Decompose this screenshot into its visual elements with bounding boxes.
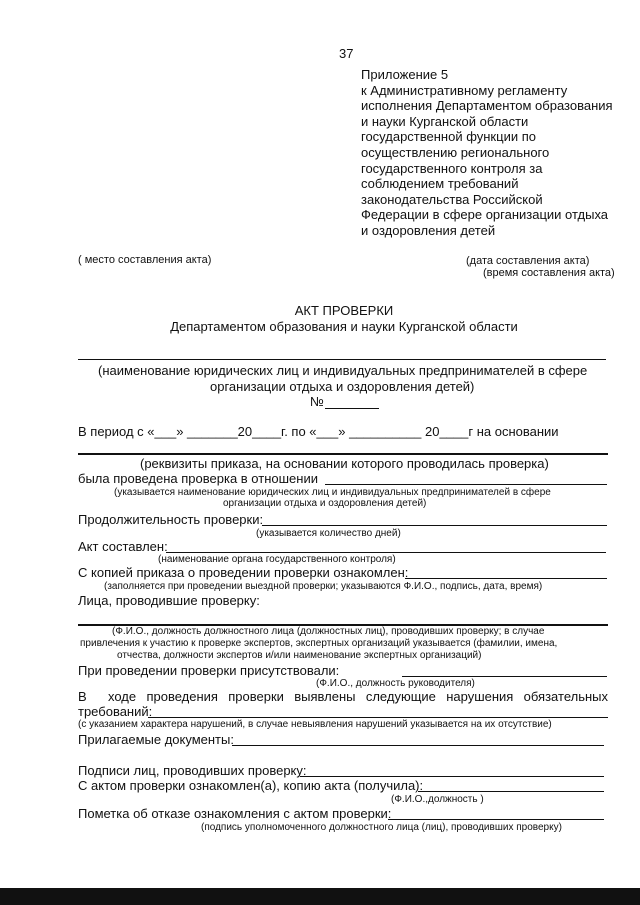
entities-note-1: (наименование юридических лиц и индивидуальных предпринимателей в сфере: [98, 363, 588, 378]
appendix-line: соблюдением требований: [361, 176, 519, 192]
duration-note: (указывается количество дней): [256, 528, 401, 539]
present-field-line: [402, 676, 607, 677]
appendix-line: Приложение 5: [361, 67, 449, 82]
appendix-block: [361, 67, 613, 239]
entities-note-2: организации отдыха и оздоровления детей): [210, 379, 475, 394]
period-line: В период с «___» _______20____г. по «___» __________ 20____г на основании: [78, 424, 559, 439]
appendix-line: осуществлению регионального: [361, 144, 550, 160]
inspectors-label: Лица, проводившие проверку:: [78, 593, 260, 608]
order-copy-field-line: [405, 578, 607, 579]
time-label: (время составления акта): [483, 267, 615, 279]
compiled-note: (наименование органа государственного контроля): [158, 554, 396, 565]
inspected-label: была проведена проверка в отношении: [78, 471, 318, 486]
refusal-field-line: [388, 819, 604, 820]
act-title: АКТ ПРОВЕРКИ: [294, 303, 394, 318]
place-label: ( место составления акта): [78, 254, 212, 266]
appendix-line: государственного контроля за: [361, 160, 543, 176]
inspected-note-1: (указывается наименование юридических лиц и индивидуальных предпринимателей в сфере: [114, 487, 551, 498]
attached-label: Прилагаемые документы:: [78, 732, 234, 747]
inspectors-note-3: отчества, должности экспертов и/или наименование экспертных организаций): [117, 650, 482, 661]
compiled-field-line: [166, 552, 606, 553]
appendix-line: исполнения Департаментом образования: [361, 98, 613, 114]
duration-label: Продолжительность проверки:: [78, 512, 264, 527]
refusal-note: (подпись уполномоченного должностного лица (лиц), проводивших проверку): [201, 822, 562, 833]
signatures-label: Подписи лиц, проводивших проверку:: [78, 763, 307, 778]
number-label: №: [310, 394, 324, 409]
acquainted-label: С актом проверки ознакомлен(а), копию акта (получила):: [78, 778, 424, 793]
present-note: (Ф.И.О., должность руководителя): [316, 678, 475, 689]
entities-line: [78, 359, 606, 360]
appendix-line: законодательства Российской: [361, 191, 543, 207]
date-label: (дата составления акта): [466, 255, 590, 267]
signatures-field-line: [300, 776, 604, 777]
order-copy-note: (заполняется при проведении выездной проверки; указываются Ф.И.О., подпись, дата, время): [104, 581, 543, 592]
attached-field-line: [232, 745, 604, 746]
order-line: [78, 453, 608, 455]
acquainted-field-line: [418, 791, 604, 792]
act-subtitle: Департаментом образования и науки Курганской области: [170, 319, 518, 334]
inspectors-note-2: привлечения к участию к проверке экспертов, экспертных организаций указывается (фамилии, имена,: [80, 638, 558, 649]
violations-text: ходе проведения проверки выявлены следующие нарушения обязательных: [108, 689, 608, 704]
violations-label: требований:: [78, 704, 153, 719]
appendix-line: к Административному регламенту: [361, 82, 568, 98]
duration-field-line: [262, 525, 607, 526]
acquainted-note: (Ф.И.О.,должность ): [391, 794, 484, 805]
order-note: (реквизиты приказа, на основании которого проводилась проверка): [140, 456, 549, 471]
present-label: При проведении проверки присутствовали:: [78, 663, 340, 678]
violations-note: (с указанием характера нарушений, в случае невыявления нарушений указывается на их отсутствие): [78, 719, 552, 730]
appendix-line: Федерации в сфере организации отдыха: [361, 207, 609, 223]
order-copy-label: С копией приказа о проведении проверки ознакомлен:: [78, 565, 409, 580]
refusal-label: Пометка об отказе ознакомления с актом проверки:: [78, 806, 392, 821]
inspected-note-2: организации отдыха и оздоровления детей): [223, 498, 427, 509]
compiled-label: Акт составлен:: [78, 539, 168, 554]
appendix-line: государственной функции по: [361, 129, 536, 145]
violations-field-line: [148, 717, 608, 718]
page-number: 37: [339, 46, 354, 61]
violations-word-1: В: [78, 689, 87, 704]
scan-border: [0, 888, 640, 905]
number-field-line: [325, 408, 379, 409]
inspectors-note-1: (Ф.И.О., должность должностного лица (должностных лиц), проводивших проверку; в случае: [112, 626, 545, 637]
appendix-line: и оздоровления детей: [361, 222, 496, 238]
inspected-field-line: [325, 484, 607, 485]
appendix-line: и науки Курганской области: [361, 113, 529, 129]
